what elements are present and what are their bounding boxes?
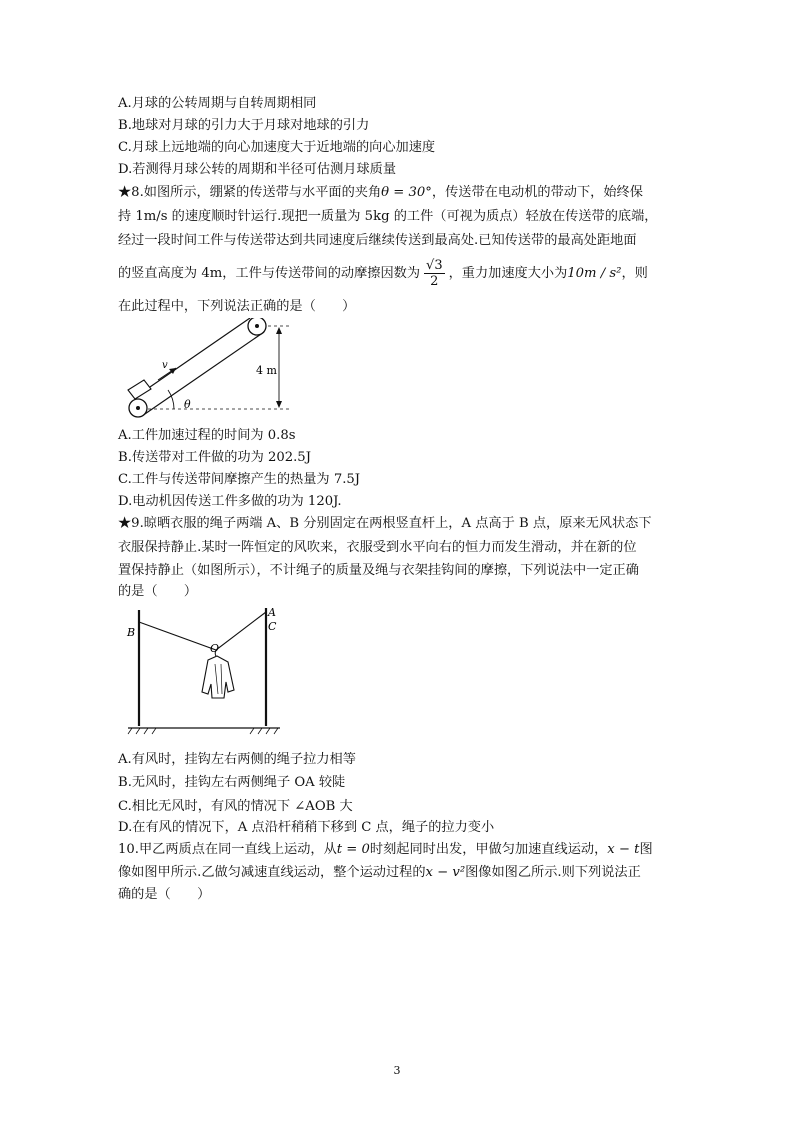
q10-stem-line1 [118,840,653,860]
q8-text: 的竖直高度为 4m，工件与传送带间的动摩擦因数为 [118,266,421,281]
q8-friction-fraction [424,258,445,289]
point-o-label: O [210,642,220,655]
point-c-label: C [268,620,277,633]
angle-arc [168,390,174,409]
q10-text: 图 [639,842,653,857]
q8-option-b: B.传送带对工件做的功为 202.5J [118,450,311,465]
q9-option-c: C.相比无风时，有风的情况下 ∠AOB 大 [118,799,353,814]
q8-text: ★8.如图所示，绷紧的传送带与水平面的夹角 [118,185,382,200]
q10-stem-line2 [118,863,641,883]
workpiece-block [128,380,151,399]
q10-text: 图像如图乙所示.则下列说法正 [465,865,641,880]
ground-hatching [128,728,278,734]
q10-text: 10.甲乙两质点在同一直线上运动，从 [118,842,337,857]
q7-option-c: C.月球上远地端的向心加速度大于近地端的向心加速度 [118,140,436,155]
q8-option-c: C.工件与传送带间摩擦产生的热量为 7.5J [118,472,361,487]
q10-text: 时刻起同时出发，甲做匀加速直线运动， [369,842,608,857]
q7-option-a: A.月球的公转周期与自转周期相同 [118,96,317,111]
q7-option-b: B.地球对月球的引力大于月球对地球的引力 [118,118,370,133]
clothesline-figure [124,604,284,736]
q8-text: ，重力加速度大小为 [448,266,568,281]
q9-option-b: B.无风时，挂钩左右两侧绳子 OA 较陡 [118,775,346,790]
height-label: 4 m [256,364,277,377]
fraction-denominator: 2 [430,274,439,289]
q8-option-d: D.电动机因传送工件多做的功为 120J. [118,494,342,509]
q10-t0-eq: t = 0 [336,842,370,857]
velocity-label: v [162,360,168,371]
q10-text: 像如图甲所示.乙做匀减速直线运动，整个运动过程的 [118,865,426,880]
q10-xt-label: x − t [607,842,640,857]
point-b-label: B [127,626,136,639]
q8-stem-line3: 经过一段时间工件与传送带达到共同速度后继续传送到最高处.已知传送带的最高处距地面 [118,233,637,248]
q8-stem-line1 [118,183,643,203]
q8-angle-eq: θ = 30° [381,185,432,200]
belt-lower-edge [142,332,264,416]
q10-stem-line3: 确的是（ ） [118,887,211,902]
fraction-numerator: √3 [426,258,443,273]
conveyor-belt-figure [124,318,304,418]
q8-option-a: A.工件加速过程的时间为 0.8s [118,428,296,443]
q9-stem-line1: ★9.晾晒衣服的绳子两端 A、B 分别固定在两根竖直杆上，A 点高于 B 点，原来无风状态下 [118,516,652,531]
q10-xv2-label: x − v² [425,865,466,880]
angle-theta-label: θ [184,398,191,411]
q8-stem-line4 [118,257,648,291]
q9-stem-line2: 衣服保持静止.某时一阵恒定的风吹来，衣服受到水平向右的恒力而发生滑动，并在新的位 [118,540,637,555]
height-arrowhead-top [276,327,282,334]
pulley-axle [136,406,140,410]
point-a-label: A [268,606,276,619]
rope [139,612,266,650]
q8-stem-line2: 持 1m/s 的速度顺时针运行.现把一质量为 5kg 的工件（可视为质点）轻放在传送带的底端， [118,209,658,224]
q9-option-d: D.在有风的情况下，A 点沿杆稍稍下移到 C 点，绳子的拉力变小 [118,820,495,835]
q8-gravity-value: 10m / s² [567,266,622,281]
q9-stem-line3: 置保持静止（如图所示），不计绳子的质量及绳与衣架挂钩间的摩擦，下列说法中一定正确 [118,563,639,578]
belt-upper-edge [134,318,250,398]
q7-option-d: D.若测得月球公转的周期和半径可估测月球质量 [118,162,397,177]
height-arrowhead-bottom [276,401,282,408]
q8-stem-line5: 在此过程中，下列说法正确的是（ ） [118,299,356,314]
q8-text: ，则 [621,266,648,281]
q8-text: ，传送带在电动机的带动下，始终保 [431,185,643,200]
page-number: 3 [393,1064,401,1077]
q9-option-a: A.有风时，挂钩左右两侧的绳子拉力相等 [118,752,356,767]
q9-stem-line4: 的是（ ） [118,584,198,599]
pulley-axle [255,324,259,328]
